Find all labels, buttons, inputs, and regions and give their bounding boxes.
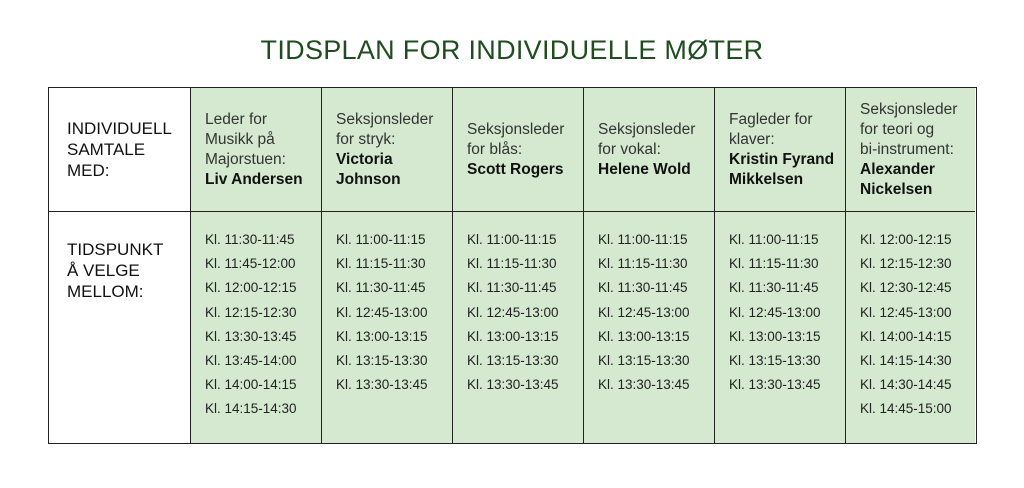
column-slots-3	[453, 212, 584, 443]
header-row-label-line: INDIVIDUELL	[67, 119, 172, 138]
role-line: for stryk:	[336, 130, 396, 148]
time-slot-list	[205, 228, 297, 422]
role-line: Seksjonsleder	[467, 120, 565, 138]
column-header-content	[322, 88, 452, 211]
times-row-label-line: MELLOM:	[67, 282, 144, 301]
time-slot: Kl. 11:30-11:45	[729, 280, 819, 296]
column-slots-5	[715, 212, 846, 443]
column-header-content	[715, 88, 845, 211]
times-row-label-line: Å VELGE	[67, 261, 140, 280]
time-slot: Kl. 13:15-13:30	[598, 353, 690, 369]
time-slot: Kl. 13:00-13:15	[598, 328, 690, 344]
time-slot-list	[860, 228, 952, 422]
time-slot: Kl. 14:30-14:45	[860, 377, 952, 393]
time-slot: Kl. 11:30-11:45	[336, 280, 426, 296]
time-slot: Kl. 13:30-13:45	[205, 328, 297, 344]
time-slot: Kl. 12:45-13:00	[467, 304, 559, 320]
column-header-3	[453, 88, 584, 212]
time-slot: Kl. 11:30-11:45	[598, 280, 688, 296]
time-slot: Kl. 14:00-14:15	[860, 328, 952, 344]
role-line: klaver:	[729, 130, 775, 148]
role-line: Fagleder for	[729, 110, 813, 128]
time-slot: Kl. 11:00-11:15	[467, 232, 557, 247]
time-slot: Kl. 12:45-13:00	[598, 304, 690, 320]
role-line: Leder for	[205, 110, 268, 128]
column-header-5	[715, 88, 846, 212]
person-name: Nickelsen	[860, 180, 933, 198]
person-name: Alexander	[860, 160, 935, 178]
column-header-6	[846, 88, 975, 212]
column-slots-2	[322, 212, 453, 443]
time-slot: Kl. 13:15-13:30	[467, 353, 559, 369]
person-name: Victoria Johnson	[336, 150, 401, 188]
time-slot-list	[598, 228, 690, 397]
time-slot: Kl. 11:45-12:00	[205, 256, 296, 272]
header-row-label-line: MED:	[67, 161, 110, 180]
time-slot: Kl. 12:45-13:00	[860, 304, 952, 320]
person-name: Mikkelsen	[729, 170, 804, 188]
role-line: for blås:	[467, 140, 523, 158]
time-slot: Kl. 11:15-11:30	[729, 256, 819, 272]
person-name: Scott Rogers	[467, 160, 564, 178]
time-slot: Kl. 13:00-13:15	[467, 328, 559, 344]
column-header-4	[584, 88, 715, 212]
time-slot: Kl. 13:30-13:45	[336, 377, 428, 393]
column-header-content	[846, 88, 975, 211]
role-line: Majorstuen:	[205, 150, 286, 168]
person-name: Kristin Fyrand	[729, 150, 835, 168]
column-slots-6	[846, 212, 975, 443]
column-header-content	[584, 88, 714, 211]
time-slot: Kl. 13:30-13:45	[598, 377, 690, 393]
schedule-table	[48, 87, 977, 444]
time-slot: Kl. 14:15-14:30	[860, 353, 952, 369]
person-name: Liv Andersen	[205, 170, 303, 188]
time-slot: Kl. 13:00-13:15	[729, 328, 821, 344]
time-slot: Kl. 13:30-13:45	[467, 377, 559, 393]
page-title: TIDSPLAN FOR INDIVIDUELLE MØTER	[260, 35, 764, 65]
header-row-label-line: SAMTALE	[67, 140, 146, 159]
time-slot: Kl. 12:00-12:15	[860, 232, 952, 247]
time-slot: Kl. 14:00-14:15	[205, 377, 297, 393]
column-slots-4	[584, 212, 715, 443]
time-slot: Kl. 12:15-12:30	[205, 304, 297, 320]
column-header-content	[191, 88, 321, 211]
column-header-content	[453, 88, 583, 211]
time-slot: Kl. 11:00-11:15	[729, 232, 819, 247]
role-line: for vokal:	[598, 140, 661, 158]
time-slot: Kl. 13:00-13:15	[336, 328, 428, 344]
time-slot-list	[336, 228, 428, 397]
time-slot: Kl. 11:30-11:45	[467, 280, 557, 296]
role-line: Musikk på	[205, 130, 275, 148]
role-line: bi-instrument:	[860, 140, 954, 158]
column-header-1	[191, 88, 322, 212]
time-slot: Kl. 12:00-12:15	[205, 280, 297, 296]
person-name: Helene Wold	[598, 160, 691, 178]
times-row-label-line: TIDSPUNKT	[67, 240, 164, 259]
time-slot: Kl. 14:45-15:00	[860, 401, 952, 417]
time-slot: Kl. 13:45-14:00	[205, 353, 297, 369]
time-slot: Kl. 14:15-14:30	[205, 401, 297, 417]
time-slot: Kl. 11:15-11:30	[336, 256, 426, 272]
role-line: for teori og	[860, 120, 935, 138]
time-slot-list	[467, 228, 559, 397]
role-line: Seksjonsleder	[336, 110, 434, 128]
time-slot: Kl. 12:30-12:45	[860, 280, 952, 296]
column-slots-1	[191, 212, 322, 443]
header-label-cell	[49, 88, 191, 212]
role-line: Seksjonsleder	[860, 100, 958, 118]
time-slot: Kl. 11:15-11:30	[467, 256, 557, 272]
time-slot: Kl. 11:30-11:45	[205, 232, 295, 247]
header-row-label	[67, 118, 172, 181]
role-line: Seksjonsleder	[598, 120, 696, 138]
time-slot: Kl. 13:15-13:30	[336, 353, 428, 369]
time-slot: Kl. 12:45-13:00	[729, 304, 821, 320]
time-slot: Kl. 11:00-11:15	[598, 232, 688, 247]
time-slot: Kl. 13:15-13:30	[729, 353, 821, 369]
time-slot: Kl. 13:30-13:45	[729, 377, 821, 393]
times-row-label	[67, 239, 163, 302]
time-slot: Kl. 11:00-11:15	[336, 232, 426, 247]
time-slot: Kl. 12:45-13:00	[336, 304, 428, 320]
time-slot: Kl. 12:15-12:30	[860, 256, 952, 272]
time-slot: Kl. 11:15-11:30	[598, 256, 688, 272]
times-label-cell	[49, 212, 191, 443]
column-header-2	[322, 88, 453, 212]
time-slot-list	[729, 228, 821, 397]
